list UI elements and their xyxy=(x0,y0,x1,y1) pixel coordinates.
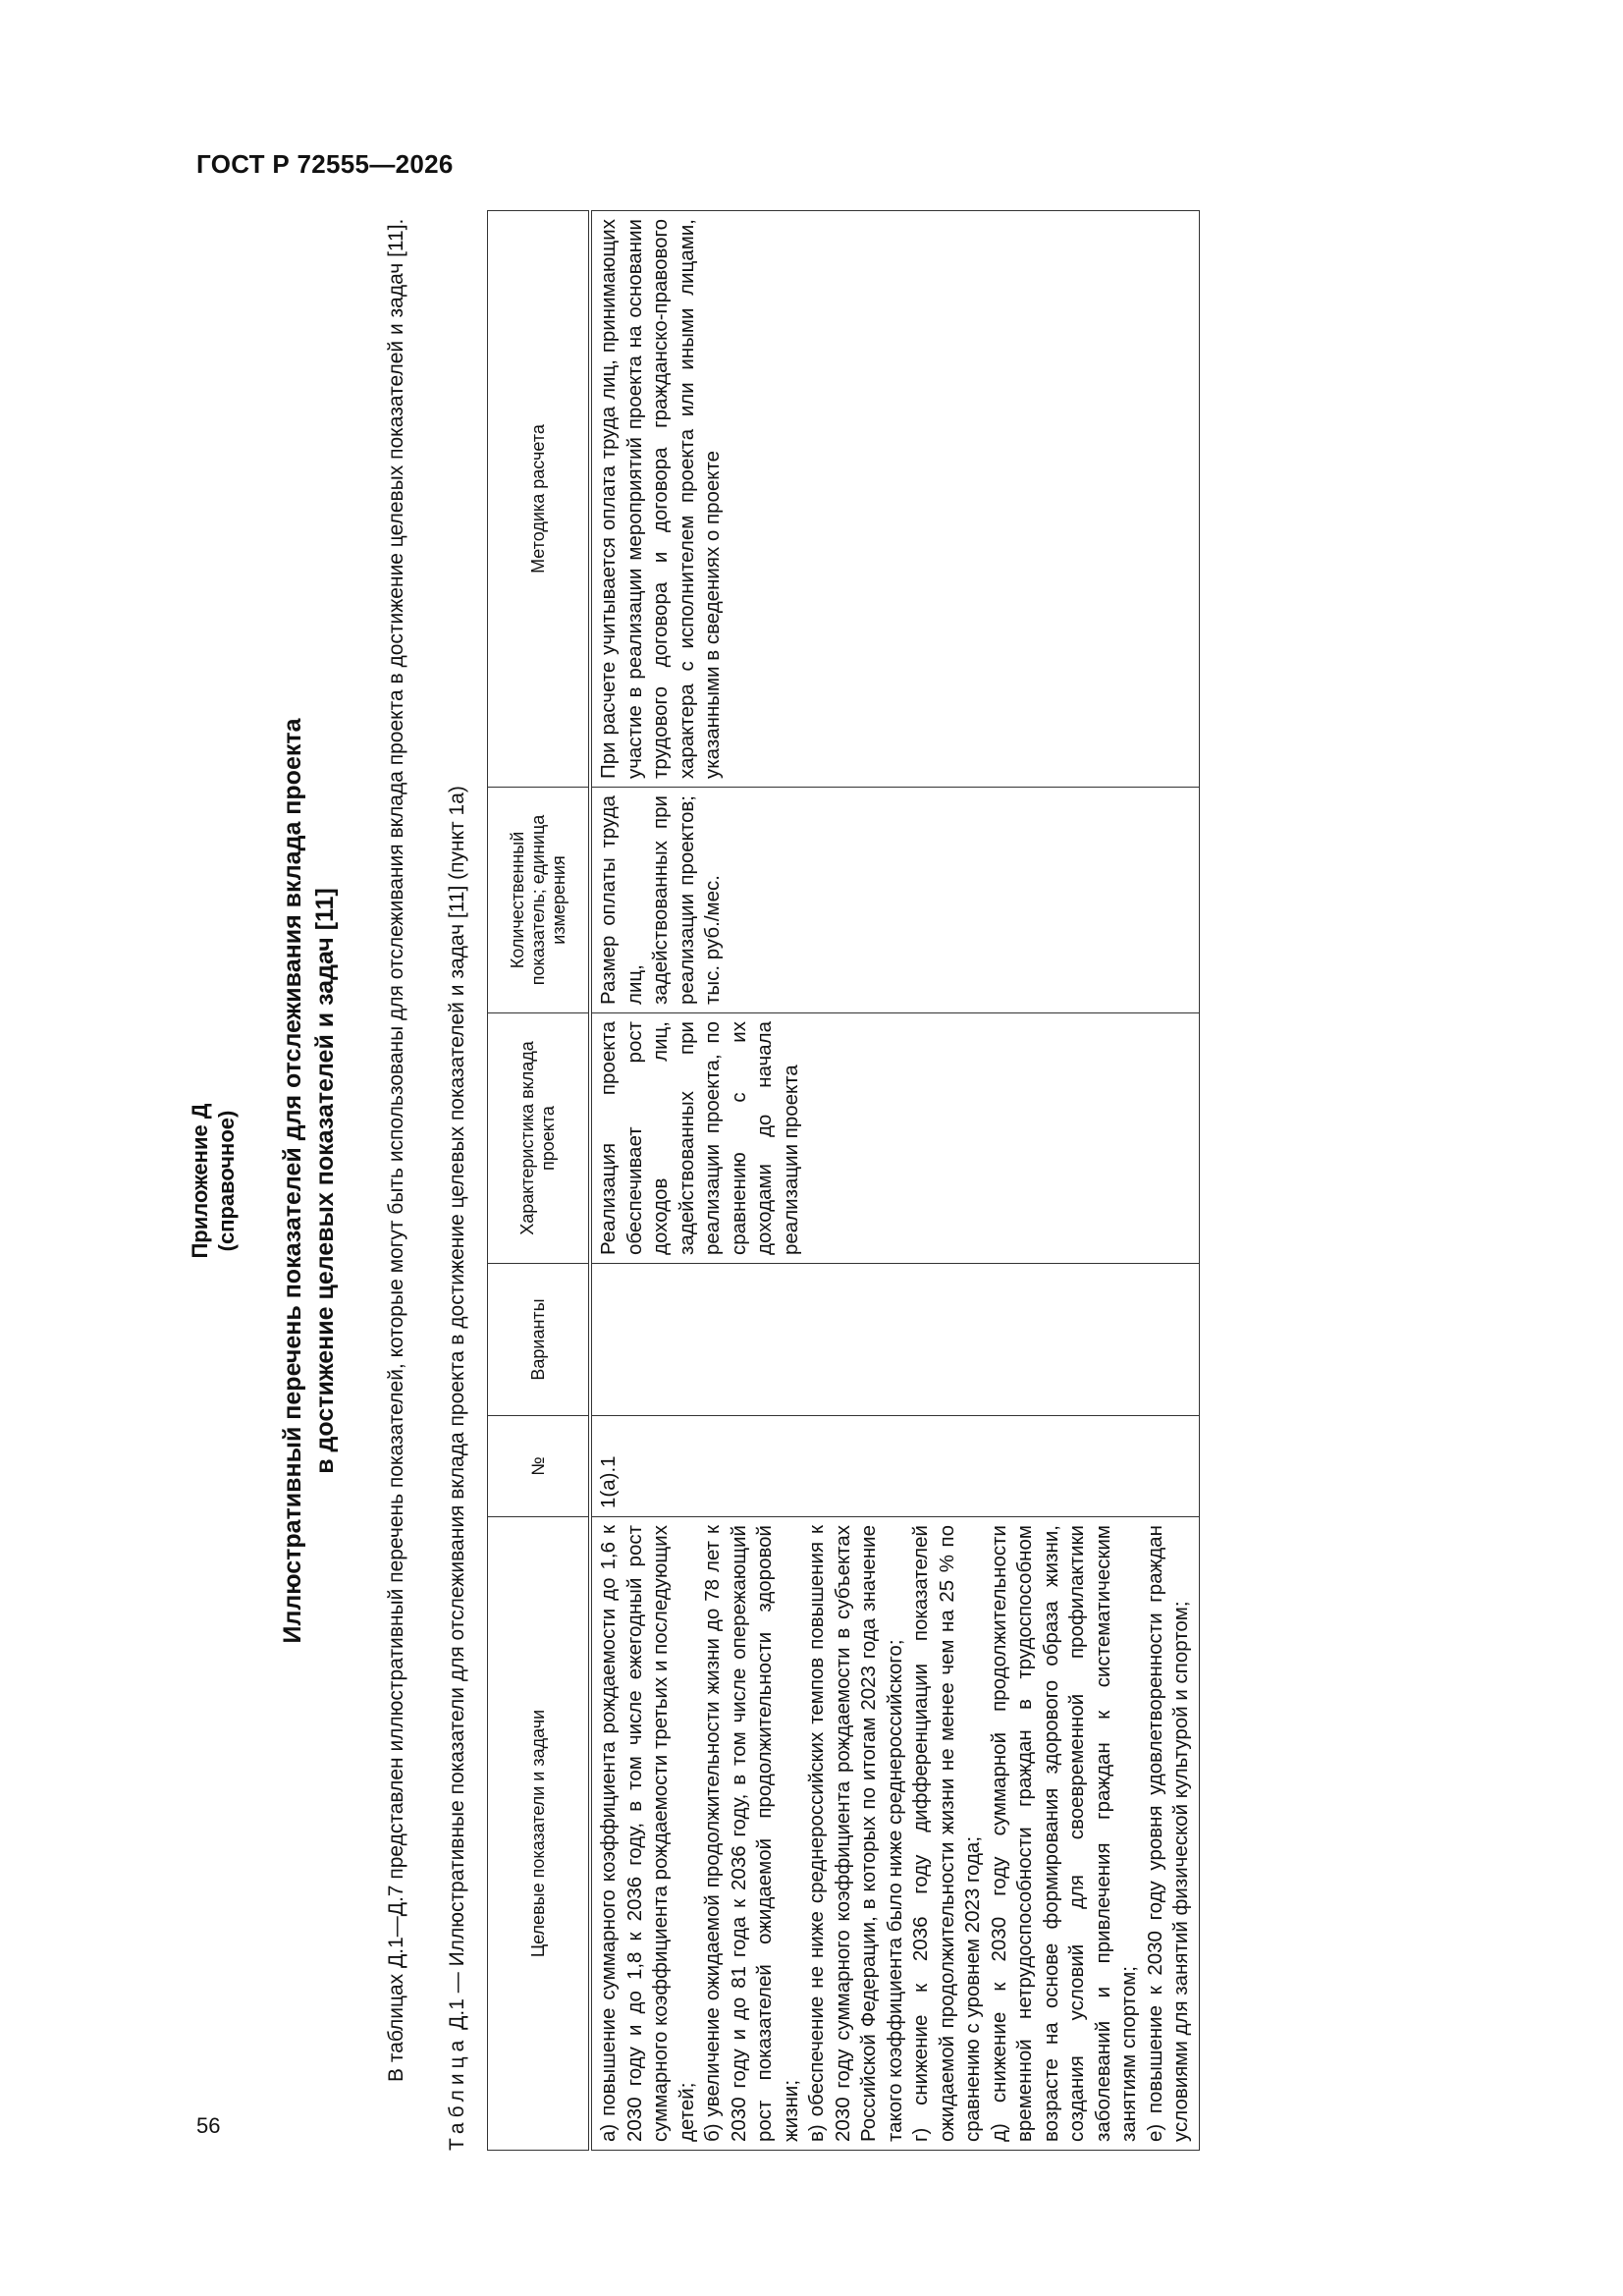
goal-item: г) снижение к 2036 году дифференциации показателей ожидаемой продолжительности жизни не менее чем на 25 % по сравнению с уровнем 2023 года; xyxy=(909,1525,984,2142)
table-caption xyxy=(444,211,470,2151)
header-method: Методика расчета xyxy=(488,211,591,788)
cell-contribution: Реализация проекта обеспечивает рост доходов лиц, задействованных при реализации проекта, по сравнению с их доходами до начала реализации проекта xyxy=(590,1013,1199,1264)
appendix-title-line-2: в достижение целевых показателей и задач [11] xyxy=(311,888,339,1474)
header-contribution: Характеристика вклада проекта xyxy=(488,1013,591,1264)
table-caption-text: Д.1 — Иллюстративные показатели для отслеживания вклада проекта в достижение целевых показателей и задач [11] (пункт 1а) xyxy=(446,786,468,2030)
table-caption-prefix: Таблица xyxy=(446,2035,468,2151)
page-number: 56 xyxy=(196,2113,221,2138)
rotated-page-content xyxy=(187,211,1473,2151)
cell-indicator: Размер оплаты труда лиц, задействованных при реализации проектов; тыс. руб./мес. xyxy=(590,788,1199,1013)
goal-item: е) повышение к 2030 году уровня удовлетворенности граждан условиями для занятий физической культурой и спортом; xyxy=(1143,1525,1192,2142)
header-variants: Варианты xyxy=(488,1264,591,1416)
goal-item: д) снижение к 2030 году суммарной продолжительности временной нетрудоспособности граждан в трудоспособном возрасте на основе формирования здорового образа жизни, создания условий для своевременной профилактики заболеваний и привлечения граждан к систематическим занятиям спортом; xyxy=(987,1525,1140,2142)
appendix-title-line-1: Иллюстративный перечень показателей для отслеживания вклада проекта xyxy=(279,718,306,1644)
appendix-title xyxy=(277,211,342,2151)
goal-item: в) обеспечение не ниже среднероссийских темпов повышения к 2030 году суммарного коэффициента рождаемости в субъектах Российской Федерации, в которых по итогам 2023 года значение такого коэффициента было ниже среднероссийского; xyxy=(805,1525,906,2142)
cell-variants xyxy=(590,1264,1199,1416)
cell-number: 1(а).1 xyxy=(590,1416,1199,1517)
goal-item: б) увеличение ожидаемой продолжительности жизни до 78 лет к 2030 году и до 81 года к 2036 году, в том числе опережающий рост показателей ожидаемой продолжительности здоровой жизни; xyxy=(701,1525,802,2142)
table-header-row xyxy=(488,211,591,2151)
appendix-label: Приложение Д xyxy=(188,1103,212,1259)
header-goals: Целевые показатели и задачи xyxy=(488,1517,591,2151)
goal-item: а) повышение суммарного коэффициента рождаемости до 1,6 к 2030 году и до 1,8 к 2036 году, в том числе ежегодный рост суммарного коэффициента рождаемости третьих и последующих детей; xyxy=(597,1525,698,2142)
header-number: № xyxy=(488,1416,591,1517)
standard-designation: ГОСТ Р 72555—2026 xyxy=(196,149,454,179)
indicators-table xyxy=(487,210,1200,2151)
cell-goals xyxy=(590,1517,1199,2151)
appendix-type: (справочное) xyxy=(214,1110,239,1252)
header-indicator: Количественный показатель; единица измерения xyxy=(488,788,591,1013)
appendix-heading xyxy=(187,211,240,2151)
cell-method: При расчете учитывается оплата труда лиц, принимающих участие в реализации мероприятий проекта на основании трудового договора и договора гражданско-правового характера с исполнителем проекта или иными лицами, указанными в сведениях о проекте xyxy=(590,211,1199,788)
table-row xyxy=(590,211,1199,2151)
intro-paragraph: В таблицах Д.1—Д.7 представлен иллюстративный перечень показателей, которые могут быть использованы для отслеживания вклада проекта в достижение целевых показателей и задач [11]. xyxy=(385,218,407,2082)
